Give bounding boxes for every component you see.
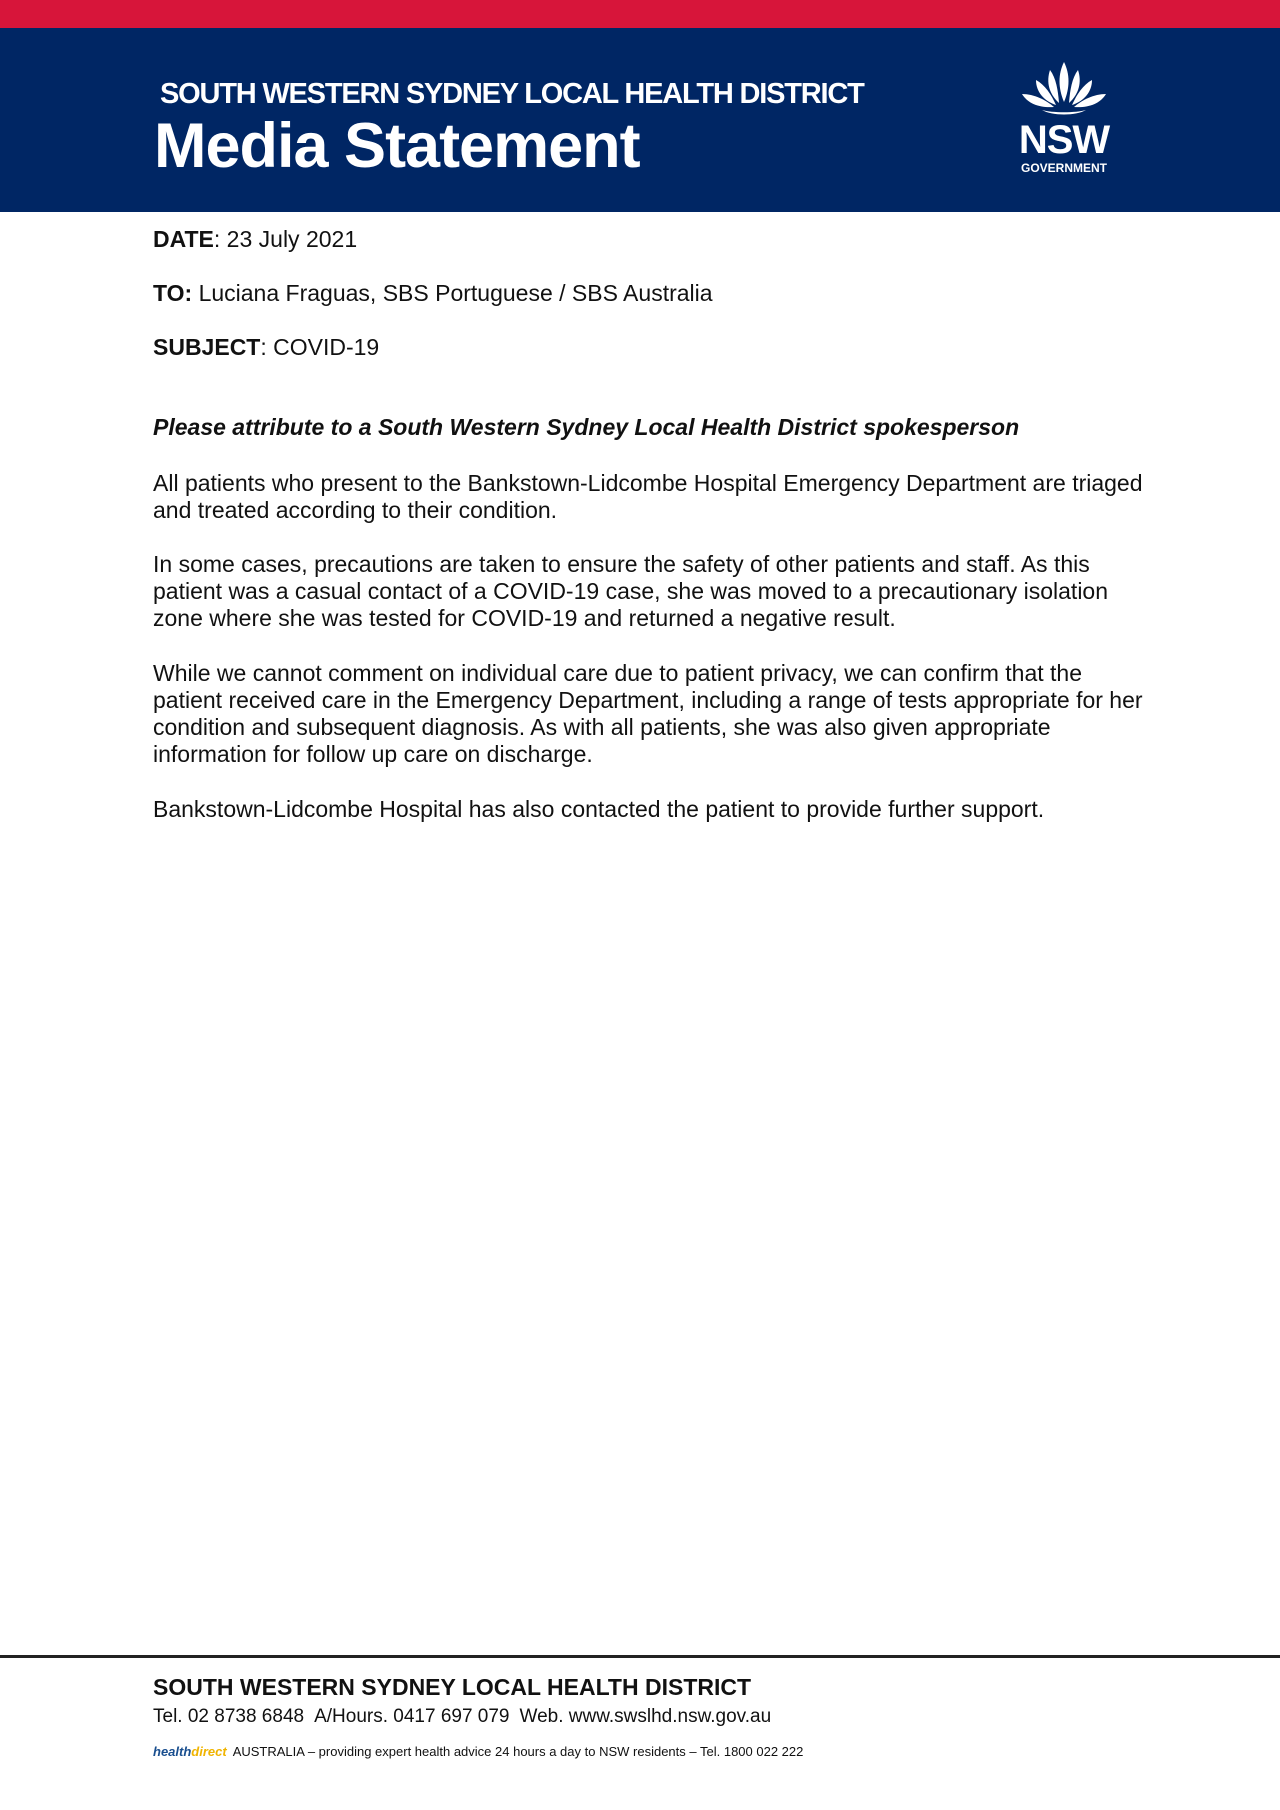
subject-value: : COVID-19	[260, 334, 380, 360]
top-red-bar	[0, 0, 1280, 28]
footer-contact	[153, 1706, 781, 1728]
paragraph-text: All patients who present to the Bankstown-Lidcombe Hospital Emergency Department are triaged and treated according to their condition.	[153, 470, 1143, 523]
paragraph-text: In some cases, precautions are taken to ensure the safety of other patients and staff. As this patient was a casual contact of a COVID-19 case, she was moved to a precautionary isolation zone where she was tested for COVID-19 and returned a negative result.	[153, 551, 1109, 631]
date-label: DATE	[153, 226, 214, 252]
subject-line	[153, 334, 379, 361]
healthdirect-text: AUSTRALIA – providing expert health advice 24 hours a day to NSW residents – Tel. 1800 022 222	[232, 1744, 804, 1759]
healthdirect-logo-direct: direct	[191, 1744, 227, 1759]
body-paragraph-1	[153, 470, 1153, 524]
document-type-title: Media Statement	[154, 111, 640, 181]
paragraph-text: Bankstown-Lidcombe Hospital has also contacted the patient to provide further support.	[153, 796, 1045, 822]
body-paragraph-3	[153, 660, 1153, 768]
healthdirect-logo-health: health	[153, 1744, 192, 1759]
attribution-line: Please attribute to a South Western Sydney Local Health District spokesperson	[153, 414, 1020, 440]
to-line	[153, 280, 713, 307]
subject-label: SUBJECT	[153, 334, 261, 360]
footer-after-hours: A/Hours. 0417 697 079	[314, 1706, 510, 1727]
organisation-title: SOUTH WESTERN SYDNEY LOCAL HEALTH DISTRICT	[160, 78, 864, 110]
paragraph-text: While we cannot comment on individual care due to patient privacy, we can confirm that the patient received care in the Emergency Department, including a range of tests appropriate for her condition and subsequent diagnosis. As with all patients, she was also given appropriate information for follow up care on discharge.	[153, 660, 1143, 767]
date-value: : 23 July 2021	[213, 226, 358, 252]
healthdirect-line	[153, 1744, 803, 1759]
waratah-icon	[1012, 58, 1116, 120]
to-label: TO:	[153, 280, 193, 306]
to-value: Luciana Fraguas, SBS Portuguese / SBS Australia	[192, 280, 713, 306]
footer-organisation: SOUTH WESTERN SYDNEY LOCAL HEALTH DISTRICT	[153, 1674, 752, 1700]
nsw-government-logo	[1008, 58, 1120, 178]
body-paragraph-2	[153, 551, 1153, 632]
footer-divider	[0, 1655, 1280, 1658]
body-paragraph-4	[153, 796, 1153, 823]
logo-nsw-text: NSW	[1018, 118, 1110, 162]
date-line	[153, 226, 357, 253]
footer-tel: Tel. 02 8738 6848	[153, 1706, 305, 1727]
footer-web: Web. www.swslhd.nsw.gov.au	[519, 1706, 772, 1727]
logo-government-text: GOVERNMENT	[1020, 161, 1107, 175]
